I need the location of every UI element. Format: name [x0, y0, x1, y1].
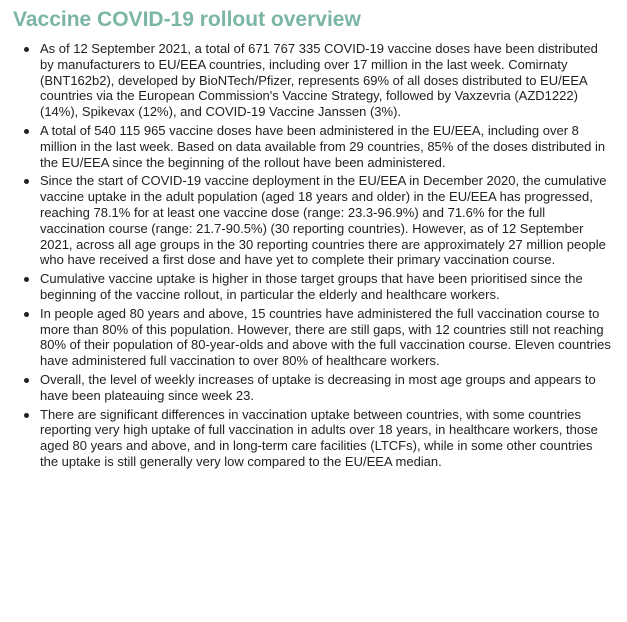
bullet-icon — [24, 129, 29, 134]
bullet-text: Overall, the level of weekly increases of uptake is decreasing in most age groups and appears to have been plateauing since week 23. — [40, 371, 596, 403]
list-item — [0, 372, 627, 404]
page-title: Vaccine COVID-19 rollout overview — [13, 8, 361, 31]
list-item — [0, 306, 627, 369]
bullet-icon — [24, 47, 29, 52]
bullet-text: Cumulative vaccine uptake is higher in those target groups that have been prioritised since the beginning of the vaccine rollout, in particular the elderly and healthcare workers. — [40, 271, 583, 302]
bullet-text: Since the start of COVID-19 vaccine deployment in the EU/EEA in December 2020, the cumulative vaccine uptake in the adult population (aged 18 years and older) in the EU/EEA has progressed, reaching 78.1% for at least one vaccine dose (range: 23.3-96.9%) and 71.6% for the full vaccination course (range: 21.7-90.5%) (30 reporting countries). However, as of 12 September 2021, across all age groups in the 30 reporting countries there are approximately 27 million people who have received a first dose and have yet to complete their primary vaccination course. — [40, 173, 607, 268]
bullet-text: A total of 540 115 965 vaccine doses have been administered in the EU/EEA, including over 8 million in the last week. Based on data available from 29 countries, 85% of the doses distributed in the EU/EEA since the beginning of the rollout have been administered. — [40, 122, 606, 170]
list-item — [0, 271, 627, 303]
bullet-icon — [24, 312, 29, 317]
bullet-text: There are significant differences in vaccination uptake between countries, with some countries reporting very high uptake of full vaccination in adults over 18 years, in healthcare workers, those aged 80 years and above, and in long-term care facilities (LTCFs), while in some other countries the uptake is still generally very low compared to the EU/EEA median. — [40, 406, 598, 469]
bullet-icon — [24, 277, 29, 282]
bullet-text: As of 12 September 2021, a total of 671 767 335 COVID-19 vaccine doses have been distributed by manufacturers to EU/EEA countries, including over 17 million in the last week. Comirnaty (BNT162b2), developed by BioNTech/Pfizer, represents 69% of all doses distributed to EU/EEA countries via the European Commission's Vaccine Strategy, followed by Vaxzevria (AZD1222) (14%), Spikevax (12%), and COVID-19 Vaccine Janssen (3%). — [40, 41, 598, 120]
bullet-icon — [24, 179, 29, 184]
bullet-icon — [24, 413, 29, 418]
list-item — [0, 173, 627, 268]
bullet-icon — [24, 378, 29, 383]
bullet-list — [0, 41, 627, 473]
list-item — [0, 41, 627, 120]
list-item — [0, 407, 627, 470]
list-item — [0, 123, 627, 170]
bullet-text: In people aged 80 years and above, 15 countries have administered the full vaccination course to more than 80% of this population. However, there are still gaps, with 12 countries still not reaching 80% of their population of 80-year-olds and above with the full vaccination course. Eleven countries have administered full vaccination to over 80% of healthcare workers. — [40, 305, 611, 369]
